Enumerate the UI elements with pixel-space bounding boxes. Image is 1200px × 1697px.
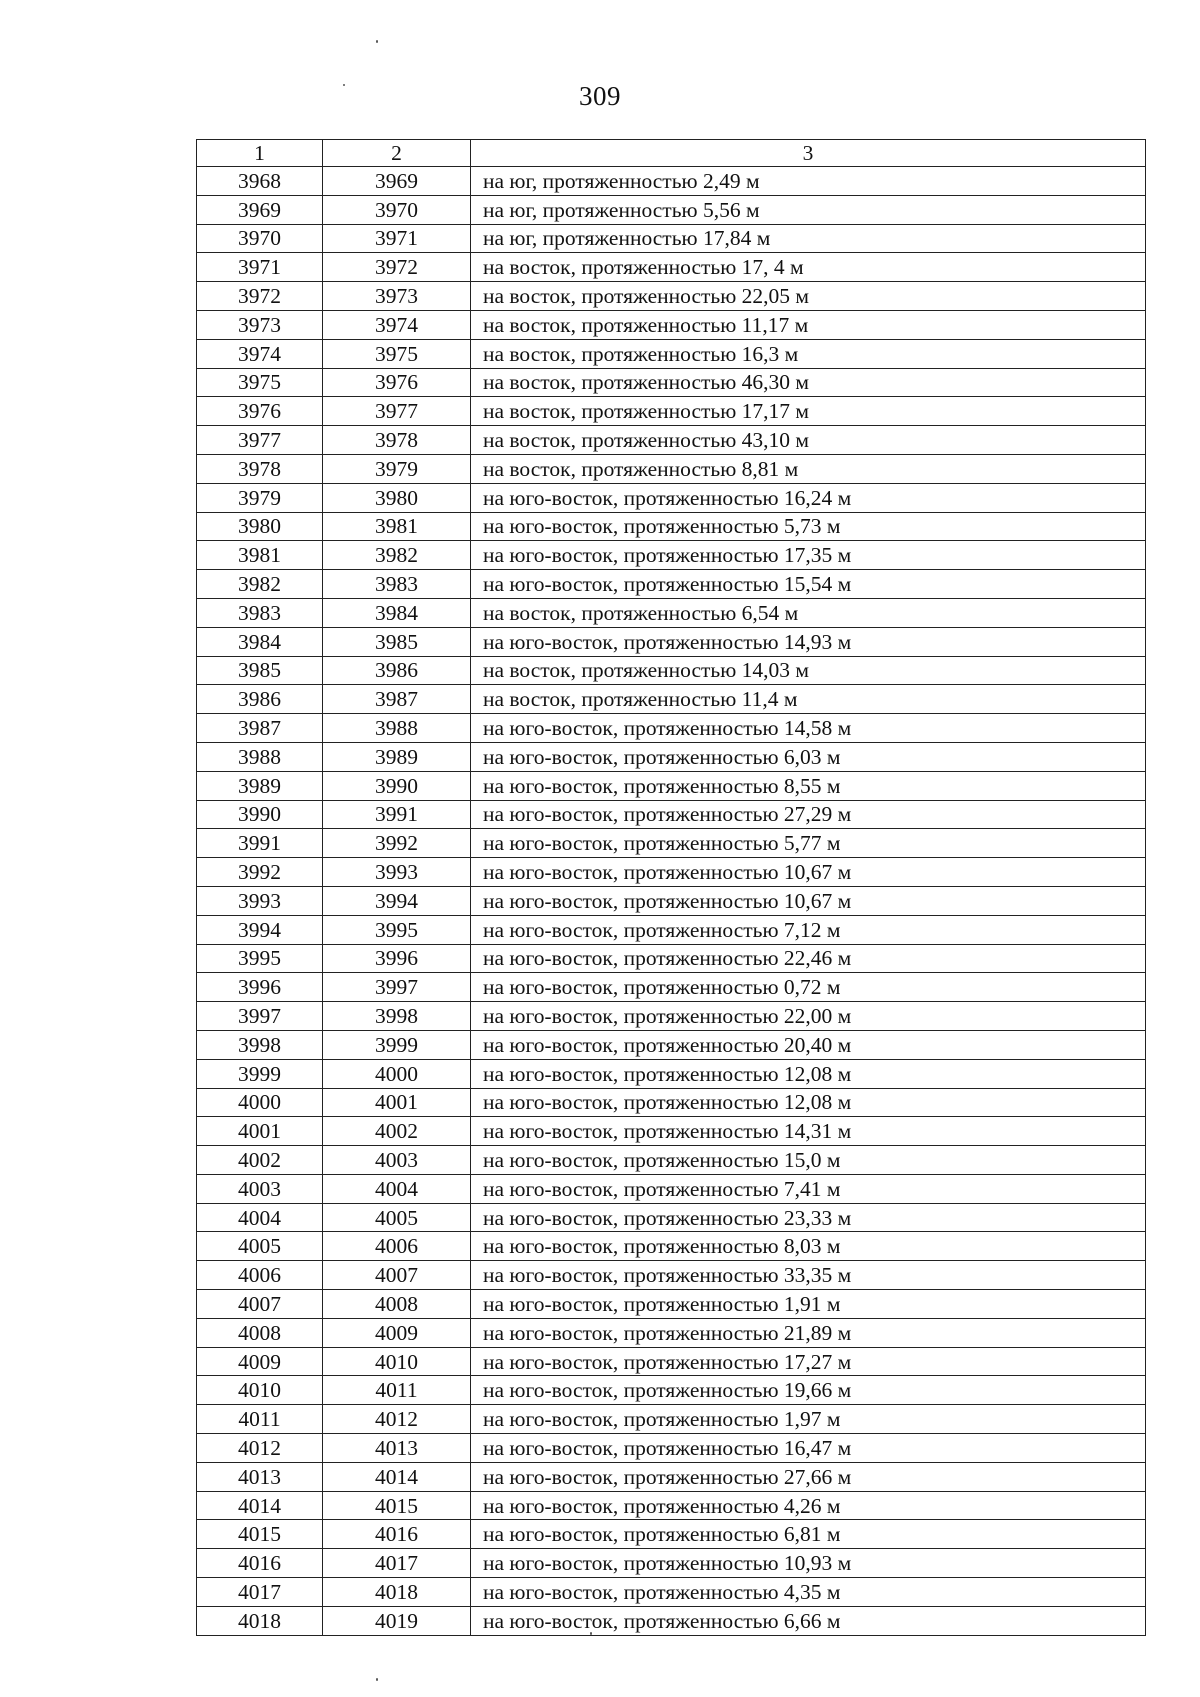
table-row	[197, 426, 1146, 455]
to-point-cell: 4003	[323, 1146, 471, 1175]
description-cell: на юго-восток, протяженностью 33,35 м	[471, 1261, 1146, 1290]
description-cell: на юго-восток, протяженностью 0,72 м	[471, 973, 1146, 1002]
description-cell: на юго-восток, протяженностью 22,46 м	[471, 944, 1146, 973]
from-point-cell: 3986	[197, 685, 323, 714]
table-row	[197, 1232, 1146, 1261]
to-point-cell: 4000	[323, 1059, 471, 1088]
description-cell: на юго-восток, протяженностью 12,08 м	[471, 1059, 1146, 1088]
description-cell: на юго-восток, протяженностью 19,66 м	[471, 1376, 1146, 1405]
table-row	[197, 1002, 1146, 1031]
from-point-cell: 4005	[197, 1232, 323, 1261]
to-point-cell: 3979	[323, 454, 471, 483]
from-point-cell: 3985	[197, 656, 323, 685]
page-number: 309	[579, 81, 621, 111]
description-cell: на юг, протяженностью 2,49 м	[471, 167, 1146, 196]
description-cell: на юго-восток, протяженностью 15,54 м	[471, 570, 1146, 599]
to-point-cell: 3978	[323, 426, 471, 455]
to-point-cell: 3974	[323, 310, 471, 339]
from-point-cell: 3988	[197, 742, 323, 771]
description-cell: на юго-восток, протяженностью 27,66 м	[471, 1462, 1146, 1491]
description-cell: на юго-восток, протяженностью 23,33 м	[471, 1203, 1146, 1232]
to-point-cell: 4002	[323, 1117, 471, 1146]
from-point-cell: 3996	[197, 973, 323, 1002]
column-header-description: 3	[471, 140, 1146, 167]
from-point-cell: 3972	[197, 282, 323, 311]
table-row	[197, 1203, 1146, 1232]
description-cell: на юго-восток, протяженностью 1,97 м	[471, 1405, 1146, 1434]
table-row	[197, 167, 1146, 196]
table-row	[197, 598, 1146, 627]
table-row	[197, 541, 1146, 570]
description-cell: на юго-восток, протяженностью 17,35 м	[471, 541, 1146, 570]
table-body	[197, 167, 1146, 1636]
from-point-cell: 4001	[197, 1117, 323, 1146]
table-row	[197, 1376, 1146, 1405]
from-point-cell: 3992	[197, 858, 323, 887]
from-point-cell: 3995	[197, 944, 323, 973]
from-point-cell: 3987	[197, 714, 323, 743]
from-point-cell: 3968	[197, 167, 323, 196]
table-row	[197, 253, 1146, 282]
description-cell: на юго-восток, протяженностью 14,58 м	[471, 714, 1146, 743]
description-cell: на восток, протяженностью 14,03 м	[471, 656, 1146, 685]
table-row	[197, 973, 1146, 1002]
table-row	[197, 454, 1146, 483]
description-cell: на восток, протяженностью 6,54 м	[471, 598, 1146, 627]
description-cell: на восток, протяженностью 11,17 м	[471, 310, 1146, 339]
table-row	[197, 829, 1146, 858]
description-cell: на юго-восток, протяженностью 12,08 м	[471, 1088, 1146, 1117]
from-point-cell: 4003	[197, 1174, 323, 1203]
from-point-cell: 4013	[197, 1462, 323, 1491]
description-cell: на восток, протяженностью 17,17 м	[471, 397, 1146, 426]
to-point-cell: 3973	[323, 282, 471, 311]
description-cell: на юго-восток, протяженностью 6,03 м	[471, 742, 1146, 771]
from-point-cell: 3969	[197, 195, 323, 224]
table-row	[197, 1462, 1146, 1491]
table-row	[197, 224, 1146, 253]
to-point-cell: 3972	[323, 253, 471, 282]
from-point-cell: 4007	[197, 1290, 323, 1319]
from-point-cell: 3973	[197, 310, 323, 339]
table-row	[197, 1347, 1146, 1376]
description-cell: на юго-восток, протяженностью 6,66 м	[471, 1606, 1146, 1635]
table-row	[197, 1520, 1146, 1549]
description-cell: на юго-восток, протяженностью 4,35 м	[471, 1578, 1146, 1607]
description-cell: на юго-восток, протяженностью 7,12 м	[471, 915, 1146, 944]
table-row	[197, 512, 1146, 541]
from-point-cell: 3974	[197, 339, 323, 368]
description-cell: на юго-восток, протяженностью 6,81 м	[471, 1520, 1146, 1549]
table-row	[197, 1117, 1146, 1146]
from-point-cell: 4011	[197, 1405, 323, 1434]
from-point-cell: 3997	[197, 1002, 323, 1031]
description-cell: на юго-восток, протяженностью 27,29 м	[471, 800, 1146, 829]
table-row	[197, 656, 1146, 685]
table-row	[197, 1549, 1146, 1578]
from-point-cell: 3990	[197, 800, 323, 829]
from-point-cell: 4006	[197, 1261, 323, 1290]
description-cell: на юго-восток, протяженностью 7,41 м	[471, 1174, 1146, 1203]
description-cell: на юго-восток, протяженностью 14,31 м	[471, 1117, 1146, 1146]
description-cell: на юг, протяженностью 5,56 м	[471, 195, 1146, 224]
from-point-cell: 3977	[197, 426, 323, 455]
description-cell: на юго-восток, протяженностью 5,77 м	[471, 829, 1146, 858]
table-row	[197, 1318, 1146, 1347]
from-point-cell: 3970	[197, 224, 323, 253]
table-row	[197, 1059, 1146, 1088]
from-point-cell: 3975	[197, 368, 323, 397]
to-point-cell: 4012	[323, 1405, 471, 1434]
to-point-cell: 4016	[323, 1520, 471, 1549]
description-cell: на восток, протяженностью 17, 4 м	[471, 253, 1146, 282]
to-point-cell: 3971	[323, 224, 471, 253]
from-point-cell: 3998	[197, 1030, 323, 1059]
table-row	[197, 1491, 1146, 1520]
to-point-cell: 3982	[323, 541, 471, 570]
table-row	[197, 627, 1146, 656]
table-row	[197, 1261, 1146, 1290]
from-point-cell: 3979	[197, 483, 323, 512]
description-cell: на восток, протяженностью 16,3 м	[471, 339, 1146, 368]
description-cell: на восток, протяженностью 8,81 м	[471, 454, 1146, 483]
to-point-cell: 3975	[323, 339, 471, 368]
to-point-cell: 4009	[323, 1318, 471, 1347]
to-point-cell: 3989	[323, 742, 471, 771]
from-point-cell: 4014	[197, 1491, 323, 1520]
boundary-points-table	[196, 139, 1146, 1636]
description-cell: на восток, протяженностью 22,05 м	[471, 282, 1146, 311]
to-point-cell: 3986	[323, 656, 471, 685]
to-point-cell: 4018	[323, 1578, 471, 1607]
from-point-cell: 3981	[197, 541, 323, 570]
description-cell: на восток, протяженностью 11,4 м	[471, 685, 1146, 714]
to-point-cell: 4006	[323, 1232, 471, 1261]
from-point-cell: 4010	[197, 1376, 323, 1405]
description-cell: на восток, протяженностью 43,10 м	[471, 426, 1146, 455]
to-point-cell: 3991	[323, 800, 471, 829]
to-point-cell: 3999	[323, 1030, 471, 1059]
table-header-row	[197, 140, 1146, 167]
description-cell: на юг, протяженностью 17,84 м	[471, 224, 1146, 253]
from-point-cell: 3984	[197, 627, 323, 656]
from-point-cell: 3989	[197, 771, 323, 800]
scan-speck	[376, 40, 378, 43]
description-cell: на юго-восток, протяженностью 22,00 м	[471, 1002, 1146, 1031]
table-row	[197, 282, 1146, 311]
table-row	[197, 1606, 1146, 1635]
from-point-cell: 4018	[197, 1606, 323, 1635]
column-header-from-point: 1	[197, 140, 323, 167]
description-cell: на юго-восток, протяженностью 17,27 м	[471, 1347, 1146, 1376]
from-point-cell: 3971	[197, 253, 323, 282]
table-row	[197, 1290, 1146, 1319]
scan-speck	[376, 1678, 378, 1681]
description-cell: на юго-восток, протяженностью 10,67 м	[471, 858, 1146, 887]
to-point-cell: 4015	[323, 1491, 471, 1520]
to-point-cell: 3987	[323, 685, 471, 714]
to-point-cell: 4013	[323, 1434, 471, 1463]
table-row	[197, 1088, 1146, 1117]
description-cell: на юго-восток, протяженностью 5,73 м	[471, 512, 1146, 541]
to-point-cell: 4001	[323, 1088, 471, 1117]
to-point-cell: 3995	[323, 915, 471, 944]
table-row	[197, 368, 1146, 397]
to-point-cell: 3990	[323, 771, 471, 800]
from-point-cell: 3980	[197, 512, 323, 541]
from-point-cell: 3976	[197, 397, 323, 426]
description-cell: на юго-восток, протяженностью 21,89 м	[471, 1318, 1146, 1347]
table-row	[197, 1030, 1146, 1059]
to-point-cell: 4004	[323, 1174, 471, 1203]
to-point-cell: 3994	[323, 886, 471, 915]
to-point-cell: 4019	[323, 1606, 471, 1635]
to-point-cell: 3993	[323, 858, 471, 887]
to-point-cell: 4007	[323, 1261, 471, 1290]
to-point-cell: 3983	[323, 570, 471, 599]
to-point-cell: 3996	[323, 944, 471, 973]
description-cell: на юго-восток, протяженностью 10,93 м	[471, 1549, 1146, 1578]
description-cell: на юго-восток, протяженностью 20,40 м	[471, 1030, 1146, 1059]
to-point-cell: 3985	[323, 627, 471, 656]
description-cell: на юго-восток, протяженностью 16,47 м	[471, 1434, 1146, 1463]
table-row	[197, 800, 1146, 829]
to-point-cell: 4010	[323, 1347, 471, 1376]
table-row	[197, 858, 1146, 887]
table-row	[197, 483, 1146, 512]
from-point-cell: 4016	[197, 1549, 323, 1578]
to-point-cell: 3970	[323, 195, 471, 224]
table-row	[197, 339, 1146, 368]
to-point-cell: 3976	[323, 368, 471, 397]
table-row	[197, 685, 1146, 714]
description-cell: на юго-восток, протяженностью 14,93 м	[471, 627, 1146, 656]
from-point-cell: 3983	[197, 598, 323, 627]
to-point-cell: 3980	[323, 483, 471, 512]
to-point-cell: 3998	[323, 1002, 471, 1031]
table-row	[197, 714, 1146, 743]
table-row	[197, 310, 1146, 339]
column-header-to-point: 2	[323, 140, 471, 167]
to-point-cell: 3988	[323, 714, 471, 743]
to-point-cell: 3997	[323, 973, 471, 1002]
to-point-cell: 4017	[323, 1549, 471, 1578]
table-row	[197, 1405, 1146, 1434]
description-cell: на юго-восток, протяженностью 10,67 м	[471, 886, 1146, 915]
to-point-cell: 4011	[323, 1376, 471, 1405]
to-point-cell: 3981	[323, 512, 471, 541]
from-point-cell: 3982	[197, 570, 323, 599]
from-point-cell: 4009	[197, 1347, 323, 1376]
description-cell: на юго-восток, протяженностью 16,24 м	[471, 483, 1146, 512]
from-point-cell: 3991	[197, 829, 323, 858]
description-cell: на юго-восток, протяженностью 8,55 м	[471, 771, 1146, 800]
from-point-cell: 4004	[197, 1203, 323, 1232]
to-point-cell: 3992	[323, 829, 471, 858]
from-point-cell: 3999	[197, 1059, 323, 1088]
from-point-cell: 4017	[197, 1578, 323, 1607]
table-row	[197, 1578, 1146, 1607]
description-cell: на юго-восток, протяженностью 1,91 м	[471, 1290, 1146, 1319]
table-row	[197, 886, 1146, 915]
table-row	[197, 570, 1146, 599]
to-point-cell: 3984	[323, 598, 471, 627]
table-row	[197, 1174, 1146, 1203]
table-row	[197, 915, 1146, 944]
table-row	[197, 742, 1146, 771]
from-point-cell: 3978	[197, 454, 323, 483]
description-cell: на восток, протяженностью 46,30 м	[471, 368, 1146, 397]
to-point-cell: 4008	[323, 1290, 471, 1319]
from-point-cell: 4000	[197, 1088, 323, 1117]
table-row	[197, 1146, 1146, 1175]
to-point-cell: 4005	[323, 1203, 471, 1232]
table-row	[197, 1434, 1146, 1463]
table-row	[197, 195, 1146, 224]
description-cell: на юго-восток, протяженностью 8,03 м	[471, 1232, 1146, 1261]
table-row	[197, 397, 1146, 426]
from-point-cell: 3994	[197, 915, 323, 944]
description-cell: на юго-восток, протяженностью 4,26 м	[471, 1491, 1146, 1520]
from-point-cell: 4008	[197, 1318, 323, 1347]
from-point-cell: 4012	[197, 1434, 323, 1463]
from-point-cell: 3993	[197, 886, 323, 915]
table-row	[197, 771, 1146, 800]
from-point-cell: 4002	[197, 1146, 323, 1175]
to-point-cell: 3977	[323, 397, 471, 426]
table-row	[197, 944, 1146, 973]
description-cell: на юго-восток, протяженностью 15,0 м	[471, 1146, 1146, 1175]
from-point-cell: 4015	[197, 1520, 323, 1549]
to-point-cell: 4014	[323, 1462, 471, 1491]
to-point-cell: 3969	[323, 167, 471, 196]
